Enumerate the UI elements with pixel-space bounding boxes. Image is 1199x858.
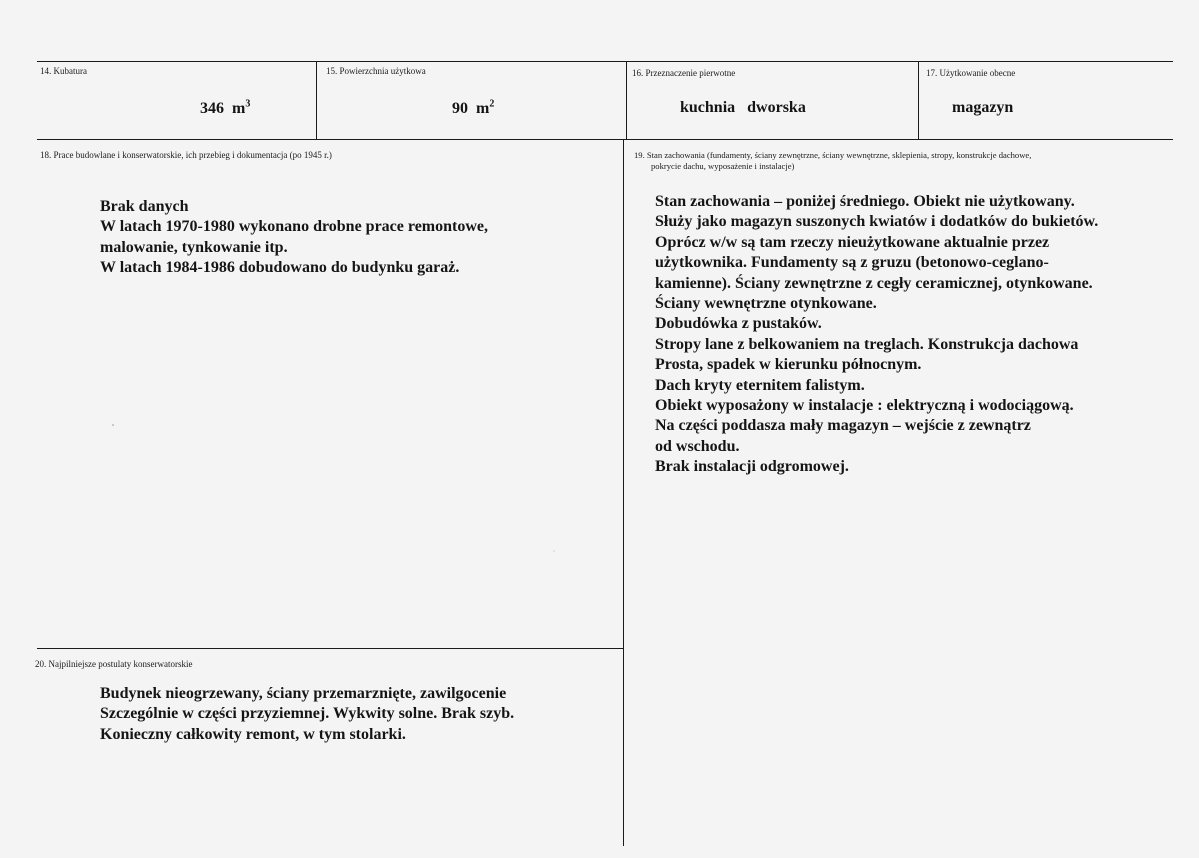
prace-budowlane-text	[100, 197, 488, 279]
stan-line: kamienne). Ściany zewnętrzne z cegły ceramicznej, otynkowane.	[655, 274, 1093, 292]
row1-bottom-line	[37, 139, 1173, 140]
kubatura-unit: m	[232, 100, 246, 117]
stan-line: Stan zachowania – poniżej średniego. Obiekt nie użytkowany.	[655, 193, 1075, 210]
prace-line: malowanie, tynkowanie itp.	[100, 238, 288, 256]
stan-line: Brak instalacji odgromowej.	[655, 458, 849, 476]
prace-line: Brak danych	[100, 198, 189, 215]
kubatura-unit-exponent: 3	[245, 98, 251, 110]
prace-line: W latach 1984-1986 dobudowano do budynku garaż.	[100, 259, 460, 277]
prace-budowlane-label: 18. Prace budowlane i konserwatorskie, ich przebieg i dokumentacja (po 1945 r.)	[40, 150, 332, 160]
postulaty-line: Szczególnie w części przyziemnej. Wykwity solne. Brak szyb.	[100, 705, 515, 723]
divider-14-15	[316, 61, 317, 140]
powierzchnia-unit: m	[476, 100, 490, 117]
postulaty-line: Budynek nieogrzewany, ściany przemarznięte, zawilgocenie	[100, 685, 507, 702]
kubatura-value	[200, 100, 250, 118]
powierzchnia-number: 90	[452, 100, 468, 117]
uzytkowanie-obecne-value: magazyn	[952, 99, 1014, 116]
uzytkowanie-obecne-label: 17. Użytkowanie obecne	[926, 68, 1016, 78]
stan-line: użytkownika. Fundamenty są z gruzu (betonowo-ceglano-	[655, 254, 1049, 272]
stan-line: Służy jako magazyn suszonych kwiatów i dodatków do bukietów.	[655, 213, 1099, 231]
divider-15-16	[626, 61, 627, 140]
stan-line: od wschodu.	[655, 437, 740, 455]
stan-line: Oprócz w/w są tam rzeczy nieużytkowane aktualnie przez	[655, 233, 1050, 251]
stan-line: Na części poddasza mały magazyn – wejście z zewnątrz	[655, 417, 1031, 435]
postulaty-line: Konieczny całkowity remont, w tym stolarki.	[100, 725, 406, 743]
top-border-line	[37, 61, 1173, 62]
postulaty-text	[100, 684, 514, 745]
postulaty-label: 20. Najpilniejsze postulaty konserwatorskie	[35, 659, 193, 669]
stan-line: Obiekt wyposażony w instalacje : elektryczną i wodociągową.	[655, 397, 1074, 415]
kubatura-number: 346	[200, 100, 224, 117]
prace-line: W latach 1970-1980 wykonano drobne prace remontowe,	[100, 218, 488, 236]
przeznaczenie-pierwotne-value: kuchnia dworska	[680, 99, 806, 116]
divider-16-17	[918, 61, 919, 140]
stan-line: Ściany wewnętrzne otynkowane.	[655, 295, 877, 313]
stan-zachowania-text	[655, 192, 1098, 478]
przeznaczenie-pierwotne-label: 16. Przeznaczenie pierwotne	[632, 68, 736, 78]
stan-zachowania-label-line2: pokrycie dachu, wyposażenie i instalacje)	[651, 161, 795, 171]
stan-line: Dach kryty eternitem falistym.	[655, 376, 865, 394]
section20-top-line	[37, 648, 624, 649]
stan-zachowania-label-line1: 19. Stan zachowania (fundamenty, ściany zewnętrzne, ściany wewnętrzne, sklepienia, stropy, konstrukcje dachowe,	[634, 150, 1032, 160]
powierzchnia-value	[452, 100, 494, 118]
stan-line: Stropy lane z belkowaniem na treglach. Konstrukcja dachowa	[655, 335, 1079, 353]
scan-speck	[112, 424, 114, 426]
kubatura-label: 14. Kubatura	[40, 66, 87, 76]
stan-line: Prosta, spadek w kierunku północnym.	[655, 356, 922, 374]
stan-line: Dobudówka z pustaków.	[655, 315, 822, 333]
scan-speck	[553, 550, 555, 552]
powierzchnia-unit-exponent: 2	[489, 98, 495, 110]
powierzchnia-label: 15. Powierzchnia użytkowa	[326, 66, 426, 76]
center-divider-line	[623, 139, 624, 846]
